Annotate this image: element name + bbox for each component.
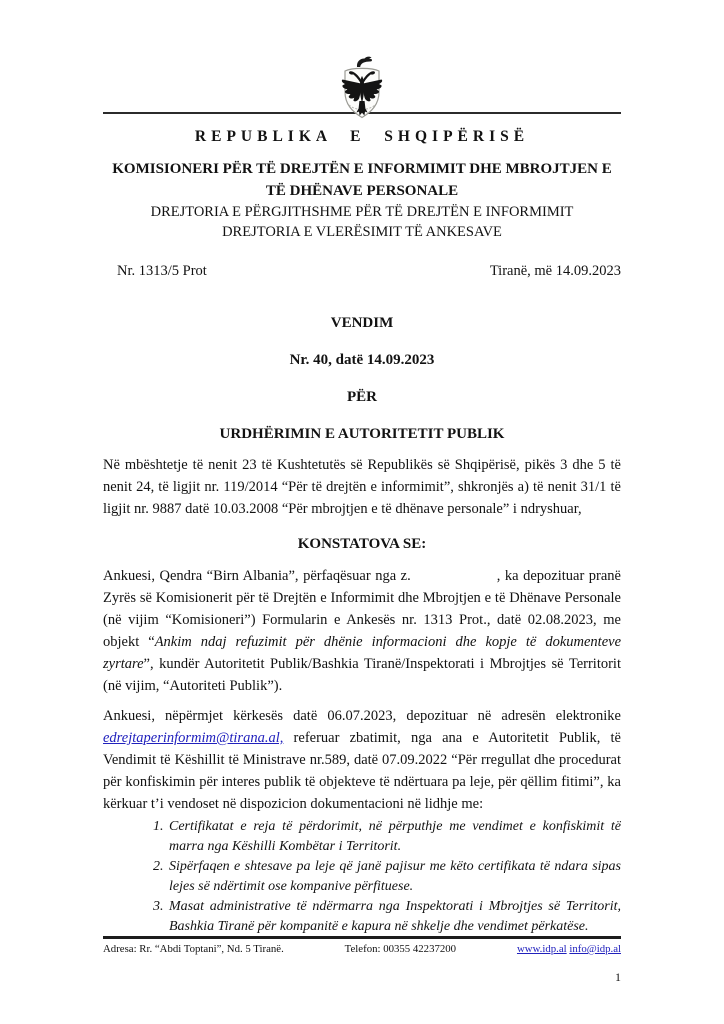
institution-name: KOMISIONERI PËR TË DREJTËN E INFORMIMIT DHE MBROJTJEN E TË DHËNAVE PERSONALE [112, 161, 612, 199]
decision-subject: URDHËRIMIN E AUTORITETIT PUBLIK [219, 426, 505, 442]
email-link[interactable]: edrejtaperinformim@tirana.al, [103, 730, 284, 746]
footer-links [517, 943, 621, 955]
complaint-text-start: Ankuesi, Qendra “Birn Albania”, përfaqësuar nga z. [103, 568, 411, 584]
decision-number-line: Nr. 40, datë 14.09.2023 [289, 352, 435, 368]
footer-address: Adresa: Rr. “Abdi Toptani”, Nd. 5 Tiranë. [103, 943, 284, 955]
letterhead [103, 56, 621, 242]
albania-coat-of-arms-icon [335, 54, 389, 122]
protocol-number: Nr. 1313/5 Prot [117, 263, 207, 279]
footer-phone: Telefon: 00355 42237200 [344, 943, 457, 955]
legal-basis-paragraph: Në mbështetje të nenit 23 të Kushtetutës së Republikës së Shqipërisë, pikës 3 dhe 5 të nenit 24, të ligjit nr. 119/2014 “Për të drejtën e informimit”, shkronjës a) të nenit 31/1 të ligjit nr. 9887 datë 10.03.2008 “Për mbrojtjen e të dhënave personale” i ndryshuar, [103, 457, 621, 517]
meta-row [103, 260, 621, 282]
directorate-line-1: DREJTORIA E PËRGJITHSHME PËR TË DREJTËN E INFORMIMIT [150, 204, 574, 220]
republic-title: REPUBLIKA E SHQIPËRISË [194, 128, 530, 145]
request-text-start: Ankuesi, nëpërmjet kërkesës datë 06.07.2023, depozituar në adresën elektronike [103, 708, 621, 724]
decision-preposition: PËR [347, 389, 377, 405]
request-text-end: referuar zbatimit, nga ana e Autoritetit Publik, të Vendimit të Këshillit të Ministrave nr.589, datë 07.09.2022 “Për rregullat dhe procedurat për konfiskimin për interes publik të objekteve të ndërtuara pa leje, për qëllim fitimi”, ka kërkuar t’i vendoset në dispozicion dokumentacioni në lidhje me: [103, 730, 621, 812]
decision-title: VENDIM [330, 315, 394, 331]
complaint-paragraph [103, 565, 621, 697]
konstatova-heading: KONSTATOVA SE: [297, 536, 427, 552]
complaint-object-quote: Ankim ndaj refuzimit për dhënie informacioni dhe kopje të dokumenteve zyrtare [103, 634, 622, 672]
complaint-text-end: ”, kundër Autoritetit Publik/Bashkia Tiranë/Inspektorati i Mbrojtjes së Territorit (në vijim, “Autoriteti Publik”). [103, 656, 621, 694]
document-footer [103, 936, 621, 955]
list-item: 1. Certifikatat e reja të përdorimit, në përputhje me vendimet e konfiskimit të marra nga Këshilli Kombëtar i Territorit. [167, 817, 621, 857]
directorate-line-2: DREJTORIA E VLERËSIMIT TË ANKESAVE [222, 224, 502, 240]
complaint-text-mid: , ka depozituar pranë Zyrës së Komisionerit për të Drejtën e Informimit dhe Mbrojtjen e të Dhënave Personale (në vijim “Komisioneri”) Formularin e Ankesës nr. 1313 Prot., datë 02.08.2023, me objekt “ [103, 568, 621, 650]
letterhead-emblem-block [103, 56, 621, 122]
page-number: 1 [615, 970, 621, 984]
list-item: 2. Sipërfaqen e shtesave pa leje që janë pajisur me këto certifikata të ndara sipas lejes së ndërtimit ose kompanive përfituese. [167, 857, 621, 897]
request-list [103, 817, 621, 937]
list-item: 3. Masat administrative të ndërmarra nga Inspektorati i Mbrojtjes së Territorit, Bashkia Tiranë për kompanitë e kapura në shkelje dhe vendimet përkatëse. [167, 897, 621, 937]
request-paragraph [103, 705, 621, 815]
footer-row [103, 939, 621, 955]
place-date: Tiranë, më 14.09.2023 [489, 263, 621, 279]
footer-website-link[interactable]: www.idp.al [516, 943, 567, 955]
footer-email-link[interactable]: info@idp.al [569, 943, 621, 955]
